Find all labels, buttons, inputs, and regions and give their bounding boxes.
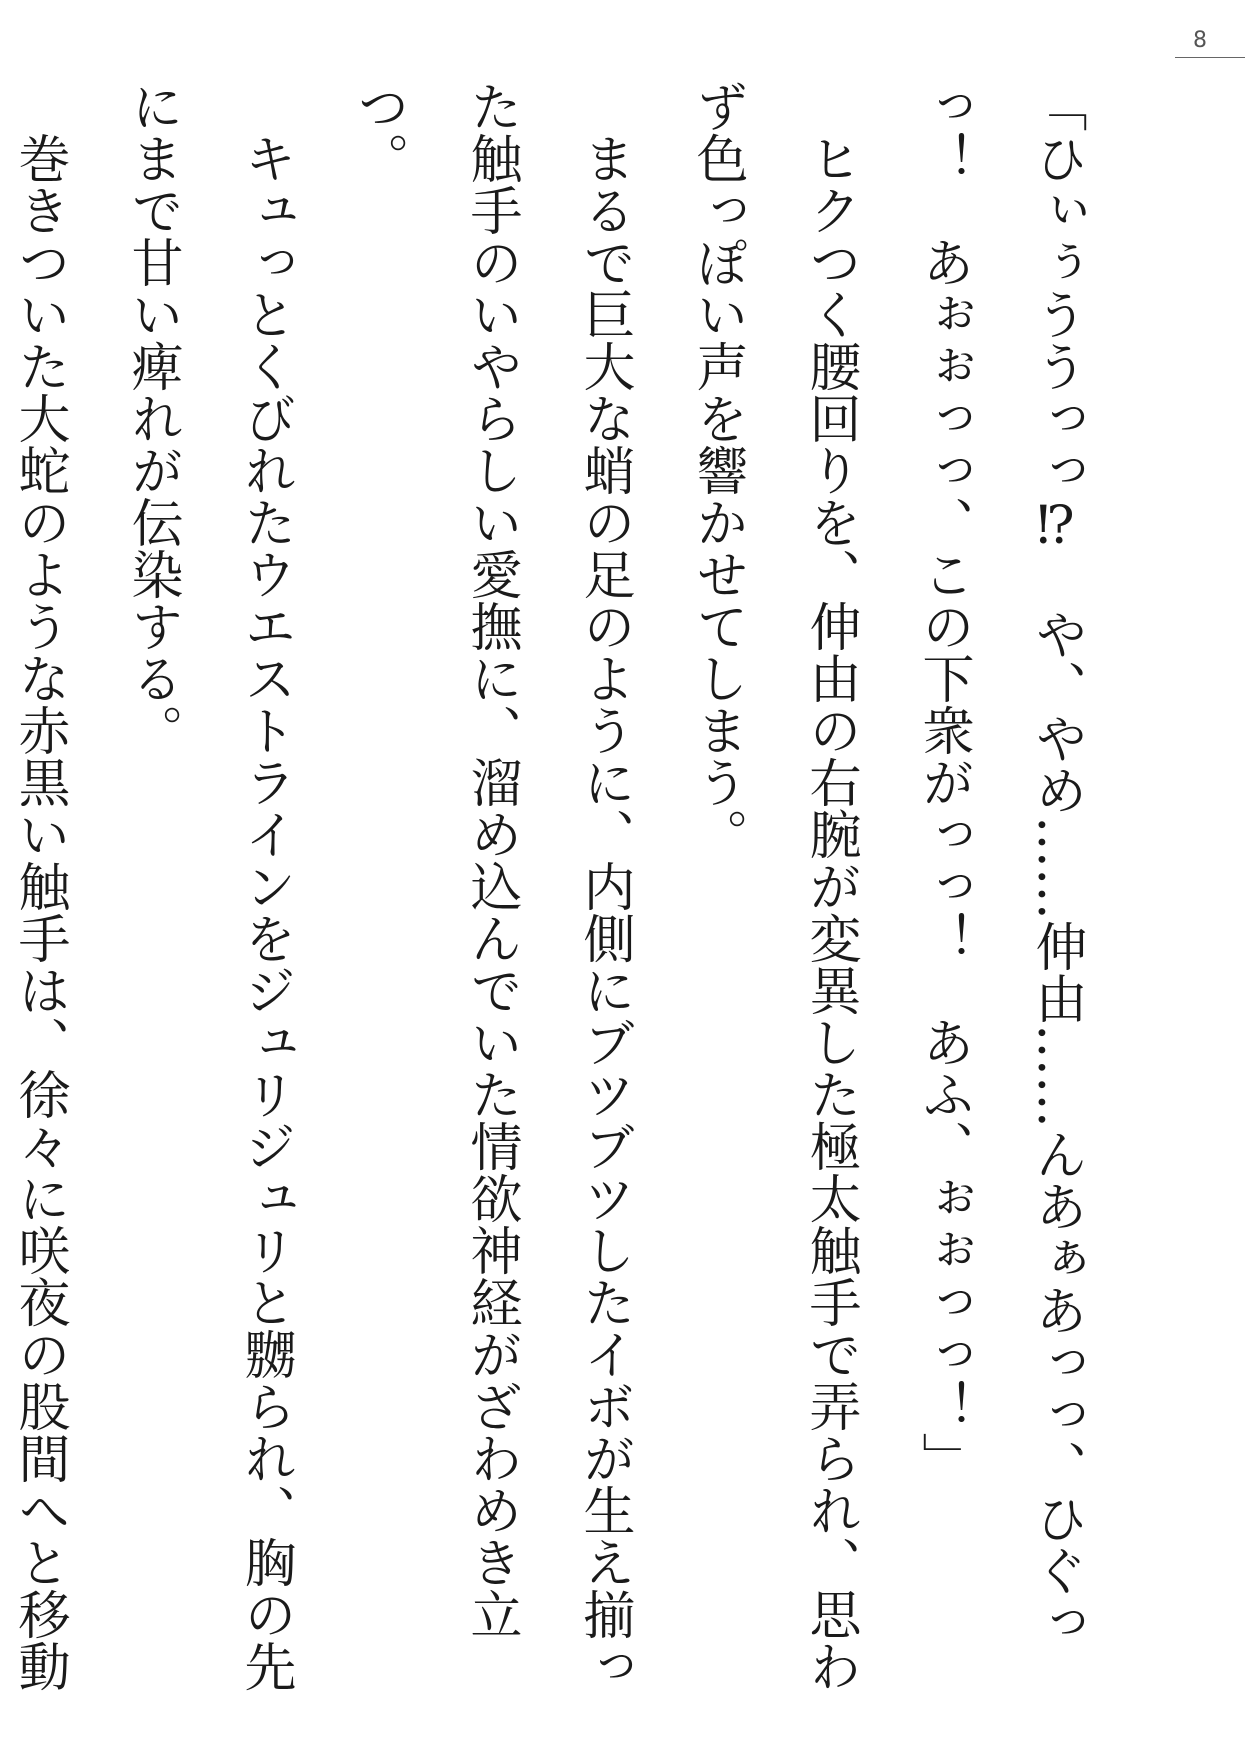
paragraph-5: 巻きついた大蛇のような赤黒い触手は、徐々に咲夜の股間へと移動: [9, 132, 69, 1692]
page-number-rule: [1175, 57, 1245, 58]
paragraph-1: 「ひぃぅううっっ⁉ や、やめ……伸由……んあぁあっっ、ひぐっっ！ あぉぉっっ、この下衆がっっ！ あふ、ぉぉっっ！」: [913, 80, 1086, 1648]
paragraph-3: まるで巨大な蛸の足のように、内側にブツブツしたイボが生え揃った触手のいやらしい愛撫に、溜め込んでいた情欲神経がざわめき立つ。: [348, 80, 634, 1692]
paragraph-2: ヒクつく腰回りを、伸由の右腕が変異した極太触手で弄られ、思わず色っぽい声を響かせてしまう。: [687, 80, 860, 1692]
page-number: 8: [1193, 28, 1207, 53]
body-text: [9, 80, 1112, 1710]
paragraph-4: キュっとくびれたウエストラインをジュリジュリと嬲られ、胸の先にまで甘い痺れが伝染する。: [122, 80, 295, 1692]
